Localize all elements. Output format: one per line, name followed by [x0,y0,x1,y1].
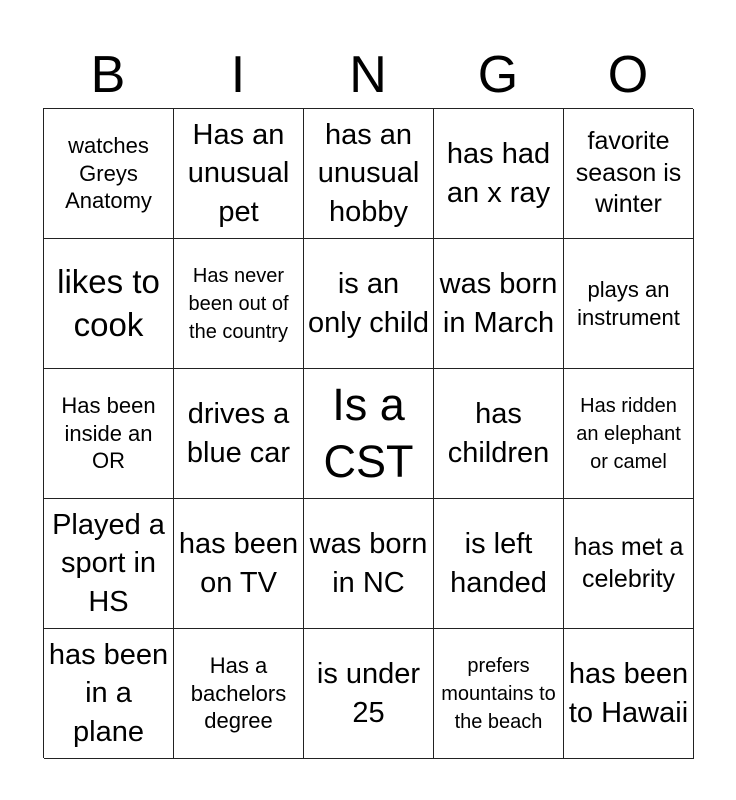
bingo-cell-r1-c4[interactable] [434,109,564,239]
cell-text: likes to cook [57,262,160,343]
header-letter-n: N [349,46,387,104]
header-letter-i: I [230,46,246,104]
cell-text: favorite season is winter [575,126,682,219]
bingo-cell-r1-c5[interactable] [564,109,694,239]
bingo-cell-r2-c1[interactable] [44,239,174,369]
cell-text: has children [447,398,550,469]
bingo-cell-r2-c3[interactable] [304,239,434,369]
cell-text: watches Greys Anatomy [65,133,152,214]
cell-text: has been to Hawaii [568,658,689,729]
header-letter-b: B [90,46,126,104]
bingo-cell-r5-c4[interactable] [434,629,564,759]
bingo-cell-r2-c4[interactable] [434,239,564,369]
cell-text: Has ridden an elephant or camel [576,394,681,473]
bingo-cell-r5-c2[interactable] [174,629,304,759]
cell-text: has been in a plane [48,639,169,748]
cell-text: plays an instrument [577,277,680,330]
cell-text: prefers mountains to the beach [441,654,556,733]
bingo-cell-r1-c1[interactable] [44,109,174,239]
bingo-cell-r4-c2[interactable] [174,499,304,629]
bingo-cell-r5-c5[interactable] [564,629,694,759]
bingo-cell-r4-c4[interactable] [434,499,564,629]
cell-text: Has an unusual pet [187,119,290,228]
bingo-cell-r3-c4[interactable] [434,369,564,499]
bingo-cell-r4-c1[interactable] [44,499,174,629]
cell-text: Has a bachelors degree [190,653,287,734]
cell-text: was born in NC [309,528,428,599]
cell-text: has an unusual hobby [317,119,420,228]
bingo-cell-r1-c3[interactable] [304,109,434,239]
cell-text: Has been inside an OR [61,393,156,474]
bingo-board [43,108,693,758]
bingo-cell-r3-c3-free[interactable] [304,369,434,499]
bingo-cell-r3-c5[interactable] [564,369,694,499]
cell-text: is left handed [450,528,547,599]
bingo-cell-r1-c2[interactable] [174,109,304,239]
cell-text: drives a blue car [186,398,291,469]
bingo-cell-r5-c3[interactable] [304,629,434,759]
cell-text: Has never been out of the country [188,264,289,343]
bingo-cell-r2-c5[interactable] [564,239,694,369]
bingo-cell-r4-c5[interactable] [564,499,694,629]
cell-text: has met a celebrity [573,532,684,593]
cell-text: is under 25 [316,658,421,729]
cell-text: has been on TV [178,528,299,599]
cell-text: was born in March [439,268,558,339]
cell-text: Played a sport in HS [52,509,165,618]
cell-text: has had an x ray [446,138,551,209]
bingo-cell-r4-c3[interactable] [304,499,434,629]
bingo-cell-r2-c2[interactable] [174,239,304,369]
header-letter-o: O [607,46,649,104]
cell-text: is an only child [308,268,429,339]
header-letter-g: G [477,46,519,104]
bingo-header [43,44,693,106]
bingo-cell-r5-c1[interactable] [44,629,174,759]
bingo-cell-r3-c2[interactable] [174,369,304,499]
cell-text: Is a CST [323,379,414,487]
bingo-cell-r3-c1[interactable] [44,369,174,499]
